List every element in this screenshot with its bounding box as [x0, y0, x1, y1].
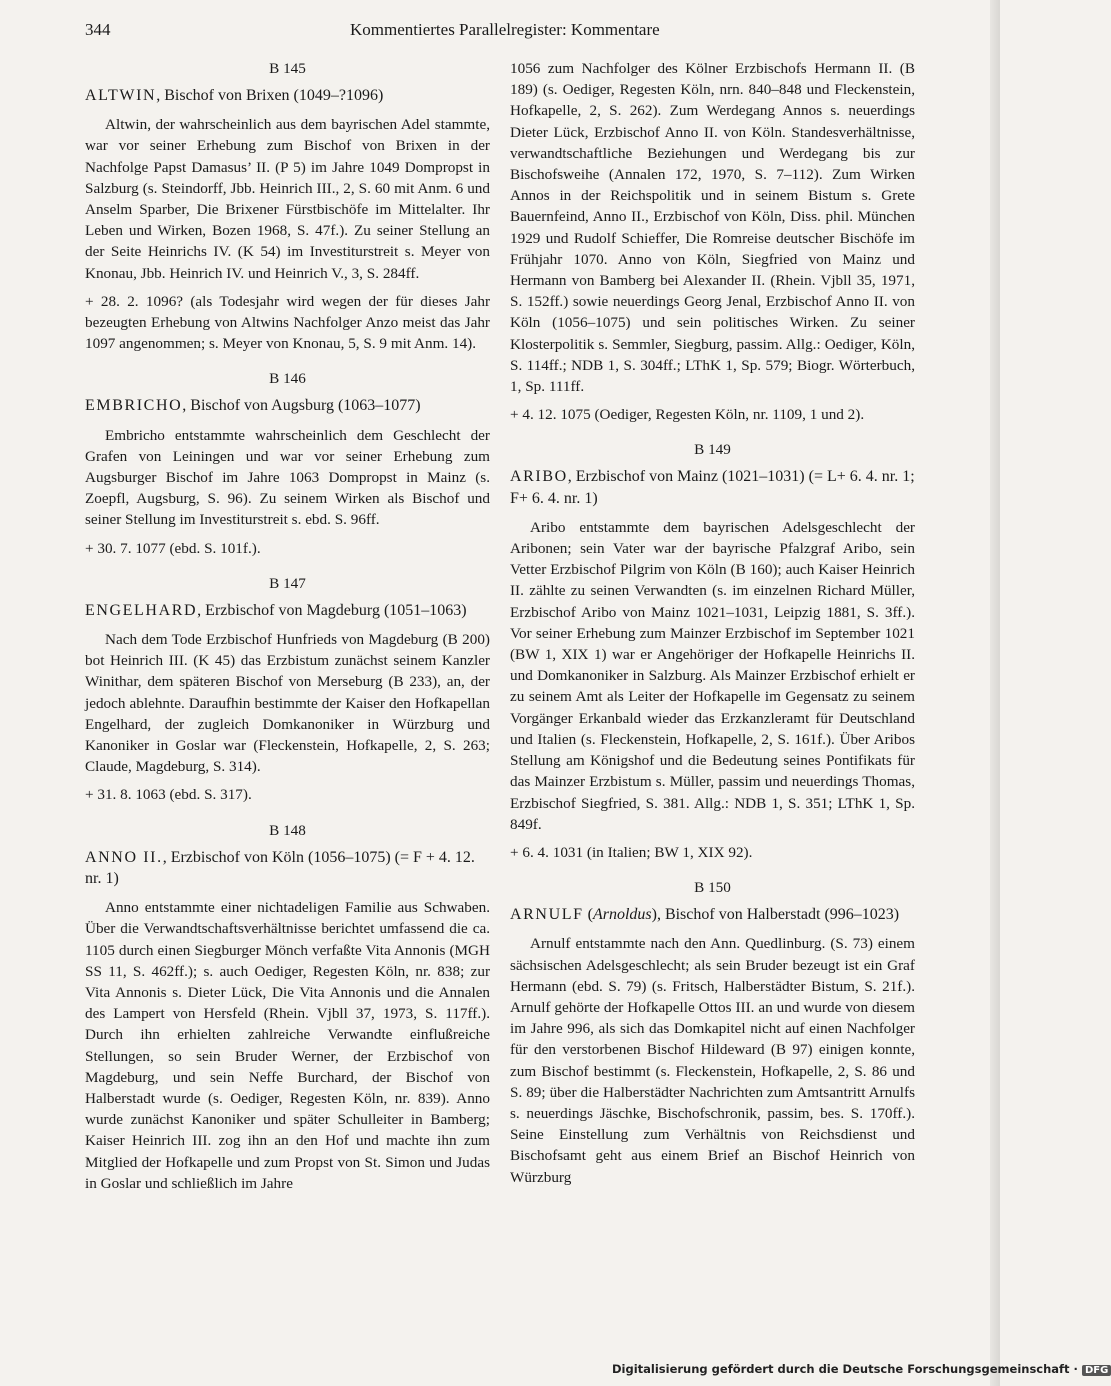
left-column: [85, 58, 490, 1201]
entry-heading-b145: [85, 85, 490, 106]
entry-number-b148: B 148: [269, 821, 306, 839]
entry-name: ALTWIN: [85, 87, 157, 104]
entry-heading-rest: , Bischof von Augsburg (1063–1077): [182, 397, 421, 415]
entry-alias: Arnoldus: [592, 906, 652, 924]
entry-heading-b148: [85, 847, 490, 889]
entry-text-b147: Nach dem Tode Erzbischof Hunfrieds von Magdeburg (B 200) bot Heinrich III. (K 45) das Erzbistum zunächst seinem Kanzler Winithar, dem späteren Bischof von Merseburg (B 233), an, der jedoch ablehnte. Daraufhin bestimmte der Kaiser den Hofkapellan Engelhard, der zugleich Domkanoniker in Würzburg und Kanoniker in Goslar war (Fleckenstein, Hofkapelle, 2, S. 263; Claude, Magdeburg, S. 314).: [85, 631, 490, 776]
entry-text-b148: Anno entstammte einer nichtadeligen Familie aus Schwaben. Über die Verwandtschaftsverhältnisse berichtet umfassend die ca. 1105 durch einen Siegburger Mönch verfaßte Vita Annonis (MGH SS 11, S. 462ff.); s. auch Oediger, Regesten Köln, nr. 838; zur Vita Annonis s. Dieter Lück, Die Vita Annonis und die Annalen des Lampert von Hersfeld (Rhein. Vjbll 37, 1973, S. 117ff.). Durch ihn erhielten zahlreiche Verwandte einflußreiche Stellungen, so sein Bruder Werner, der Erzbischof von Magdeburg, und sein Neffe Burchard, der Bischof von Halberstadt wurde (s. Oediger, Regesten Köln, nr. 839). Anno wurde zunächst Kanoniker und später Schulleiter in Bamberg; Kaiser Heinrich III. zog ihn an den Hof und machte ihn zum Mitglied der Hofkapelle und zum Propst von St. Simon und Judas in Goslar und schließlich im Jahre: [85, 899, 490, 1192]
entry-heading-b149: [510, 466, 915, 508]
page-number: 344: [85, 20, 111, 39]
entry-death-b148: + 4. 12. 1075 (Oediger, Regesten Köln, nr. 1109, 1 und 2).: [510, 406, 865, 424]
entry-heading-rest: , Erzbischof von Mainz (1021–1031) (= L+ 6. 4. nr. 1; F+ 6. 4. nr. 1): [510, 468, 915, 507]
entry-text-b146: Embricho entstammte wahrscheinlich dem Geschlecht der Grafen von Leiningen und war vor seiner Erhebung zum Augsburger Bischof im Jahre 1063 Dompropst in Mainz (s. Zoepfl, Augsburg, S. 96). Zu seinem Wirken als Bischof und seiner Stellung im Investiturstreit s. ebd. S. 96ff.: [85, 426, 490, 529]
footer-text: Digitalisierung gefördert durch die Deutsche Forschungsgemeinschaft ·: [612, 1362, 1078, 1376]
entry-heading-rest: , Erzbischof von Köln (1056–1075) (= F + 4. 12. nr. 1): [85, 848, 475, 887]
entry-death-b149: + 6. 4. 1031 (in Italien; BW 1, XIX 92).: [510, 843, 753, 861]
digitization-footer: [612, 1362, 1109, 1380]
entry-number-b150: B 150: [694, 879, 731, 897]
entry-name: ARNULF: [510, 906, 584, 924]
entry-heading-rest: , Erzbischof von Magdeburg (1051–1063): [197, 601, 467, 619]
entry-number-b146: B 146: [269, 370, 306, 388]
entry-heading-b146: [85, 395, 490, 416]
entry-name: ARIBO: [510, 468, 568, 486]
entry-heading-rest: Bischof von Halberstadt (996–1023): [664, 906, 900, 924]
entry-name: ENGELHARD: [85, 601, 198, 619]
dfg-logo: DFG: [1082, 1365, 1111, 1376]
entry-heading-b150: ARNULF (Arnoldus), Bischof von Halberstadt (996–1023): [510, 906, 900, 924]
entry-death-b145: + 28. 2. 1096? (als Todesjahr wird wegen der für dieses Jahr bezeugten Erhebung von Altwins Nachfolger Anzo meist das Jahr 1097 angenommen; s. Meyer von Knonau, 5, S. 9 mit Anm. 14).: [85, 292, 490, 353]
running-title: Kommentiertes Parallelregister: Kommentare: [350, 20, 660, 39]
running-header: [85, 20, 920, 42]
entry-text-b148-continued: 1056 zum Nachfolger des Kölner Erzbischofs Hermann II. (B 189) (s. Oediger, Regesten Köln, nrn. 840–848 und Fleckenstein, Hofkapelle, 2, S. 262). Zum Werdegang Annos s. neuerdings Dieter Lück, Erzbischof Anno II. von Köln. Standesverhältnisse, verwandtschaftliche Beziehungen und Werdegang bis zur Bischofsweihe (Annalen 172, 1970, S. 7–112). Zum Wirken Annos in der Reichspolitik und in seinem Bistum s. Grete Bauernfeind, Anno II., Erzbischof von Köln, Diss. phil. München 1929 und Rudolf Schieffer, Die Romreise deutscher Bischöfe im Frühjahr 1070. Anno von Köln, Siegfried von Mainz und Hermann von Bamberg bei Alexander II. (Rhein. Vjbll 35, 1971, S. 152ff.) sowie neuerdings Georg Jenal, Erzbischof Anno II. von Köln (1056–1075) und sein politisches Wirken. Zu seiner Klosterpolitik s. Semmler, Siegburg, passim. Allg.: Oediger, Köln, S. 114ff.; NDB 1, S. 304ff.; LThK 1, Sp. 579; Biogr. Wörterbuch, 1, Sp. 111ff.: [510, 60, 915, 396]
entry-number-b145: B 145: [269, 60, 306, 77]
entry-heading-rest: , Bischof von Brixen (1049–?1096): [156, 87, 384, 104]
entry-name: EMBRICHO: [85, 397, 183, 415]
entry-number-b147: B 147: [269, 574, 306, 592]
entry-number-b149: B 149: [694, 441, 731, 459]
entry-text-b145: Altwin, der wahrscheinlich aus dem bayrischen Adel stammte, war vor seiner Erhebung zum Bischof von Brixen in der Nachfolge Papst Damasus’ II. (P 5) im Jahre 1049 Dompropst in Salzburg (s. Steindorff, Jbb. Heinrich III., 2, S. 60 mit Anm. 6 und Anselm Sparber, Die Brixener Fürstbischöfe im Mittelalter. Ihr Leben und Wirken, Bozen 1968, S. 47f.). Zu seiner Stellung an der Seite Heinrichs IV. (K 54) im Investiturstreit s. Meyer von Knonau, Jbb. Heinrich IV. und Heinrich V., 3, S. 284ff.: [85, 116, 490, 282]
page-edge: [990, 0, 1000, 1386]
entry-text-b149: Aribo entstammte dem bayrischen Adelsgeschlecht der Aribonen; sein Vater war der bayrische Pfalzgraf Aribo, sein Vetter Erzbischof Pilgrim von Köln (B 160); auch Kaiser Heinrich II. zählte zu seinen Verwandten (s. im einzelnen Richard Müller, Erzbischof Aribo von Mainz 1021–1031, Leipzig 1881, S. 3ff.). Vor seiner Erhebung zum Mainzer Erzbischof im September 1021 (BW 1, XIX 1) war er Angehöriger der Hofkapelle Heinrichs II. und Domkanoniker in Salzburg. Als Mainzer Erzbischof erhielt er zu seinem Amt als Leiter der Hofkapelle im Gegensatz zu seinem Vorgänger Erkanbald wieder das Erzkanzleramt für Deutschland und Italien (s. Fleckenstein, Hofkapelle, 2, S. 161f.). Über Aribos Stellung am Königshof und die Bedeutung seines Pontifikats für das Mainzer Erzbistum s. Müller, passim und neuerdings Thomas, Erzbischof Siegfried, S. 381. Allg.: NDB 1, S. 351; LThK 1, Sp. 849f.: [510, 518, 915, 833]
entry-text-b150: Arnulf entstammte nach den Ann. Quedlinburg. (S. 73) einem sächsischen Adelsgeschlecht; als sein Bruder bezeugt ist ein Graf Hermann (ebd. S. 79) (s. Fritsch, Halberstädter Bistum, S. 21f.). Arnulf gehörte der Hofkapelle Ottos III. an und wurde von diesem im Jahre 996, als sich das Domkapitel nicht auf einen Nachfolger für den verstorbenen Bischof Hildeward (B 97) einigen konnte, zum Bischof bestimmt (s. Fleckenstein, Hofkapelle, 2, S. 86 und S. 89; über die Halberstädter Nachrichten zum Amtsantritt Arnulfs s. neuerdings Jäschke, Bischofschronik, passim, bes. S. 170ff.). Seine Einstellung zum Verhältnis von Reichsdienst und Bischofsamt geht aus einem Brief an Bischof Heinrich von Würzburg: [510, 935, 915, 1186]
entry-name: ANNO II.: [85, 848, 163, 866]
right-column: [510, 58, 915, 1195]
entry-death-b146: + 30. 7. 1077 (ebd. S. 101f.).: [85, 539, 261, 557]
entry-heading-b147: [85, 600, 490, 621]
entry-death-b147: + 31. 8. 1063 (ebd. S. 317).: [85, 786, 252, 804]
